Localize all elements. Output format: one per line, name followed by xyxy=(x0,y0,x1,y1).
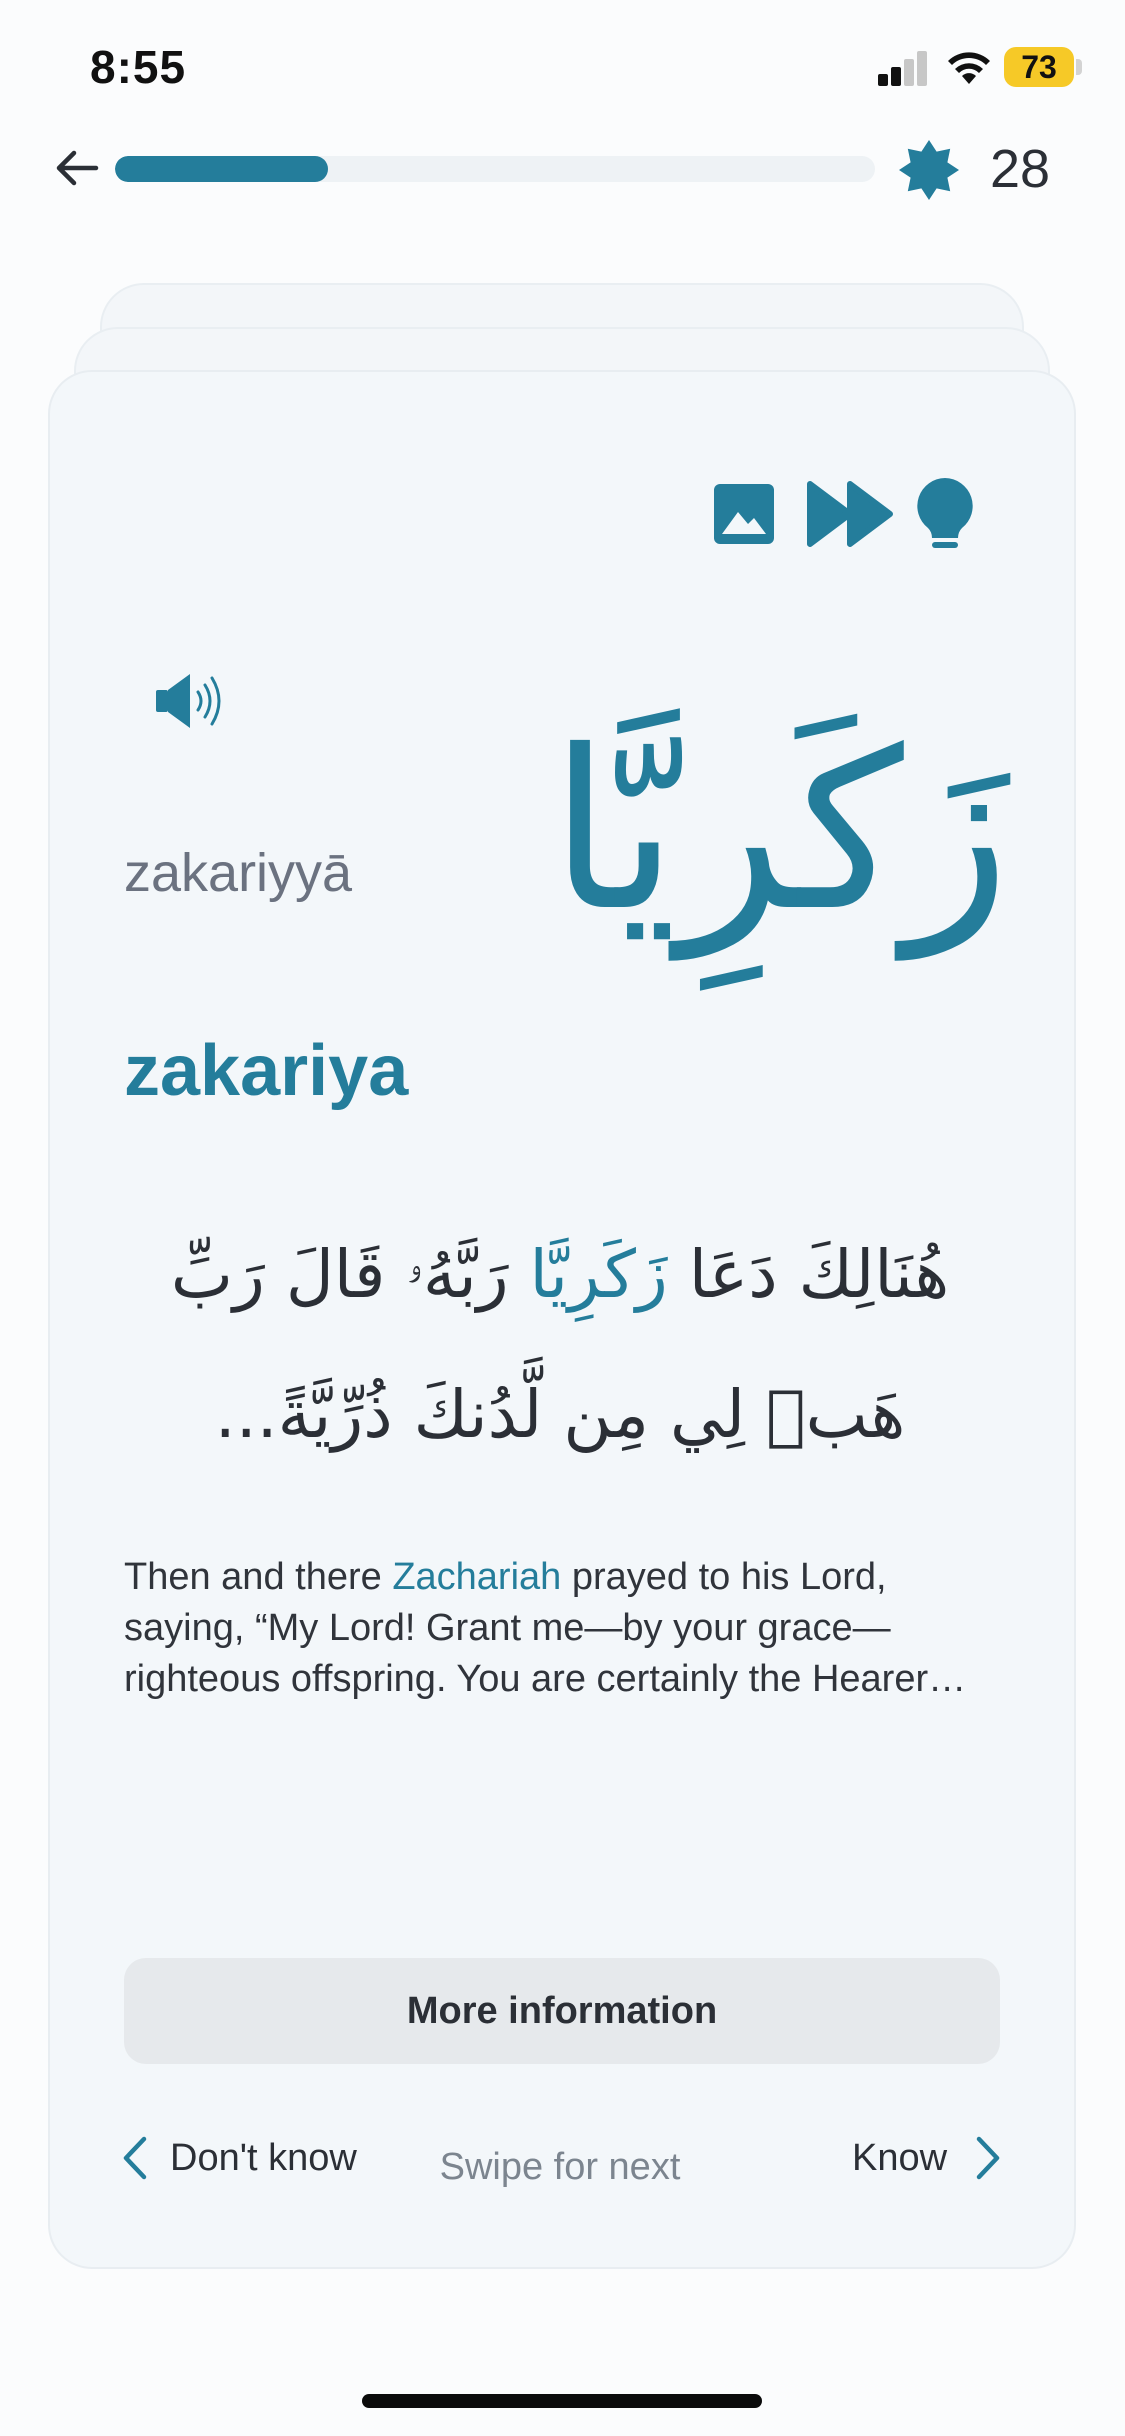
know-label: Know xyxy=(852,2136,948,2179)
verse-text: هُنَالِكَ دَعَا xyxy=(667,1236,950,1313)
arabic-verse xyxy=(124,1205,996,1485)
dont-know-label: Don't know xyxy=(170,2136,357,2179)
chevron-right-icon xyxy=(969,2133,1005,2183)
translation-highlighted-word: Zachariah xyxy=(392,1556,562,1598)
more-information-button[interactable]: More information xyxy=(124,1958,1000,2064)
speaker-audio-icon[interactable] xyxy=(150,666,232,736)
lightbulb-icon[interactable] xyxy=(910,474,980,554)
translation-text: Then and there xyxy=(124,1556,393,1598)
streak-count: 28 xyxy=(990,139,1051,199)
status-time: 8:55 xyxy=(90,41,187,93)
cellular-signal-icon xyxy=(878,50,930,86)
chevron-left-icon xyxy=(118,2133,154,2183)
verse-translation xyxy=(124,1552,1004,1705)
image-icon[interactable] xyxy=(708,478,780,550)
lesson-progress-bar xyxy=(115,156,875,182)
wifi-icon xyxy=(946,48,992,86)
translation-text: prayed to his Lord, saying, “My Lord! Grant me—by your grace—righteous offspring. You are certainly the Hearer… xyxy=(124,1556,967,1700)
transliteration: zakariyyā xyxy=(124,843,353,903)
arabic-word: زَكَرِيَّا xyxy=(549,703,1010,959)
home-indicator[interactable] xyxy=(362,2394,762,2408)
fast-forward-icon[interactable] xyxy=(806,478,896,550)
streak-badge-icon xyxy=(897,138,961,202)
dont-know-button[interactable] xyxy=(118,2128,357,2188)
lesson-progress-fill xyxy=(115,156,328,182)
verse-text: رَبَّهُۥ قَالَ رَبِّ xyxy=(170,1236,530,1313)
battery-tip xyxy=(1076,59,1082,75)
know-button[interactable] xyxy=(852,2128,1005,2188)
word-meaning: zakariya xyxy=(124,1031,409,1111)
battery-level: 73 xyxy=(1004,47,1074,87)
verse-line-1 xyxy=(124,1205,996,1345)
verse-highlighted-word: زَكَرِيَّا xyxy=(529,1236,668,1313)
swipe-hint: Swipe for next xyxy=(439,2146,681,2188)
back-arrow-icon[interactable] xyxy=(50,140,106,196)
verse-line-2: هَبۡ لِي مِن لَّدُنكَ ذُرِّيَّةً... xyxy=(214,1376,906,1453)
